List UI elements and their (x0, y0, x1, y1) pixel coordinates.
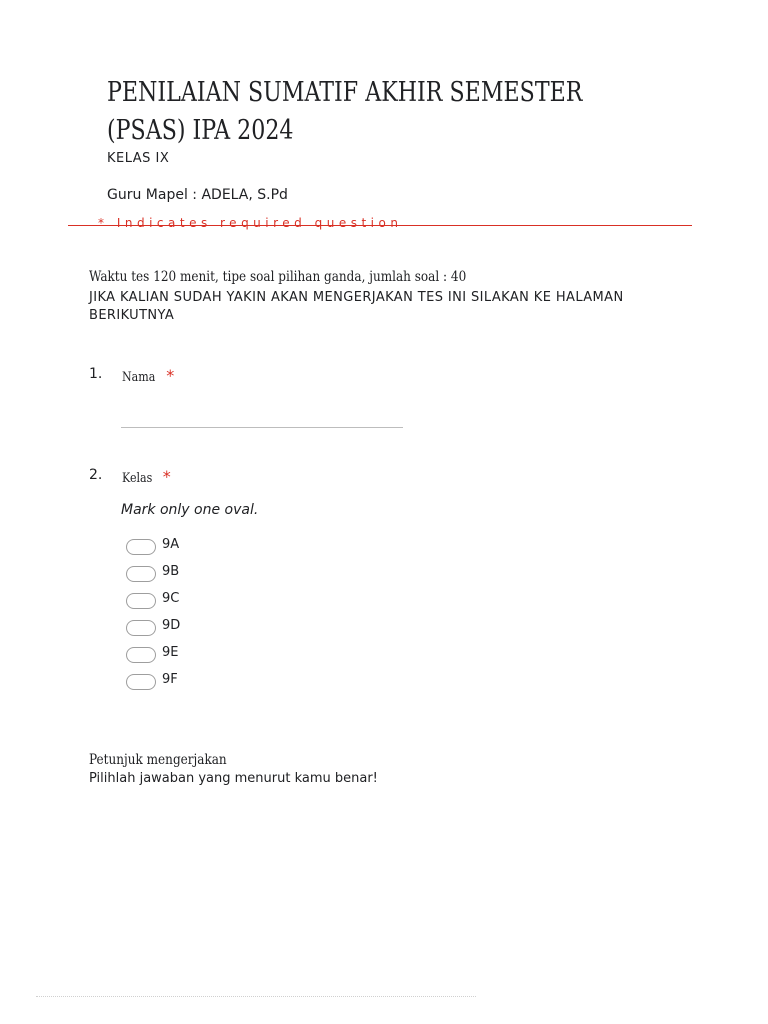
radio-oval[interactable] (126, 647, 156, 663)
radio-oval[interactable] (126, 593, 156, 609)
required-note: * Indicates required question (98, 216, 403, 230)
class-info: KELAS IX (107, 151, 170, 166)
question-2-title (122, 467, 171, 486)
section-heading: Petunjuk mengerjakan (89, 752, 227, 768)
radio-oval[interactable] (126, 539, 156, 555)
required-star: * (166, 366, 175, 385)
option-label: 9E (162, 645, 179, 660)
radio-oval[interactable] (126, 620, 156, 636)
question-1-number: 1. (89, 366, 103, 382)
question-2-label: Kelas (122, 471, 153, 486)
radio-oval[interactable] (126, 566, 156, 582)
radio-oval[interactable] (126, 674, 156, 690)
option-label: 9B (162, 564, 180, 579)
option-label: 9F (162, 672, 178, 687)
option-label: 9D (162, 618, 181, 633)
question-1-label: Nama (122, 370, 156, 385)
test-time-info: Waktu tes 120 menit, tipe soal pilihan ganda, jumlah soal : 40 (89, 269, 467, 285)
section-text: Pilihlah jawaban yang menurut kamu benar! (89, 771, 378, 786)
form-title: PENILAIAN SUMATIF AKHIR SEMESTER (PSAS) IPA 2024 (107, 77, 583, 146)
option-label: 9A (162, 537, 180, 552)
option-label: 9C (162, 591, 180, 606)
required-star: * (162, 467, 171, 486)
question-2-number: 2. (89, 467, 103, 483)
question-2-hint: Mark only one oval. (121, 502, 259, 518)
name-answer-field[interactable] (121, 427, 403, 428)
test-instruction: JIKA KALIAN SUDAH YAKIN AKAN MENGERJAKAN TES INI SILAKAN KE HALAMAN BERIKUTNYA (89, 290, 624, 323)
teacher-info: Guru Mapel : ADELA, S.Pd (107, 187, 288, 203)
page-footer-url (36, 996, 476, 999)
question-1-title (122, 366, 174, 385)
required-note-row (68, 216, 692, 234)
